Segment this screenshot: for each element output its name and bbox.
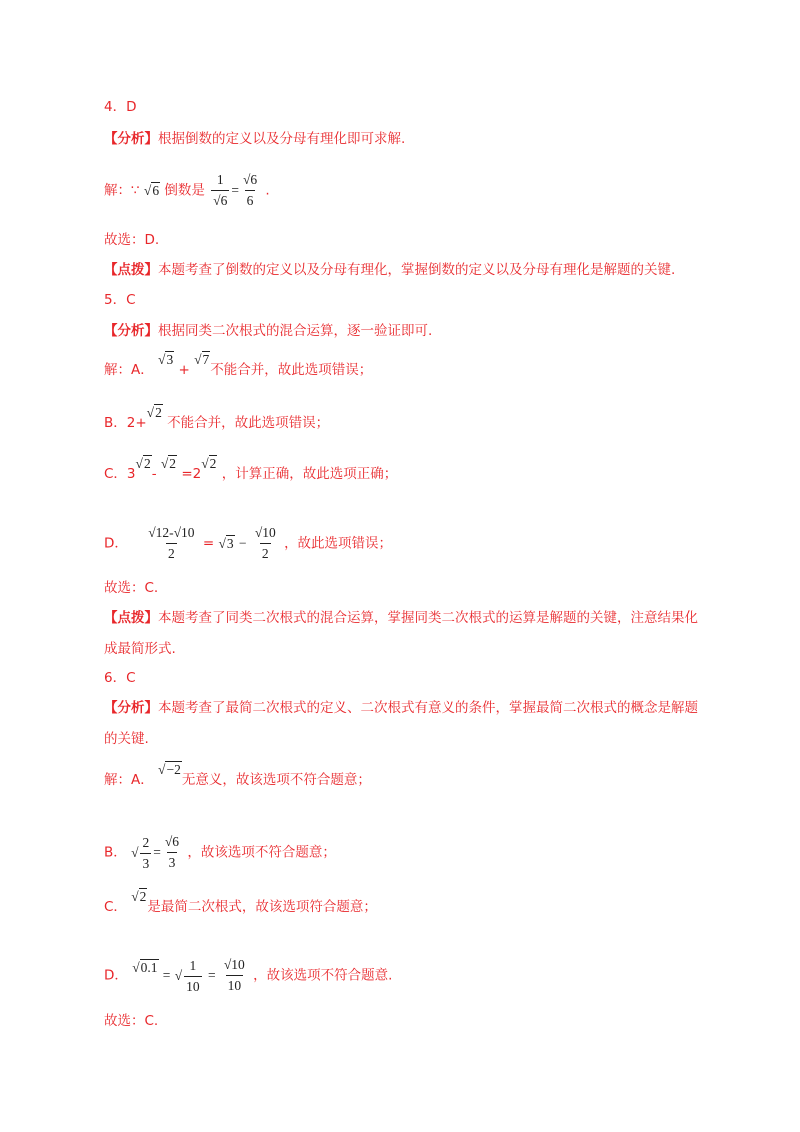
analysis-tag: 【分析】 [104,323,158,339]
q6-option-b [104,832,336,874]
tip-tag: 【点拨】 [104,262,158,278]
analysis-tag: 【分析】 [104,700,158,716]
analysis-text: 根据同类二次根式的混合运算，逐一验证即可. [158,323,433,339]
q6-option-c [104,889,377,917]
option-label: 解：A． [104,362,154,378]
q6-choose: 故选：C. [104,1013,159,1029]
q4-tip [104,260,675,280]
minus: - [151,466,157,482]
analysis-text: 本题考查了最简二次根式的定义、二次根式有意义的条件，掌握最简二次根式的概念是解题 [158,700,698,716]
sqrt-3: √3 [218,535,234,551]
fraction-1-sqrt6: $\frac{1}{√6}$ [211,170,229,211]
q6-option-d [104,955,392,997]
analysis-text: 根据倒数的定义以及分母有理化即可求解. [158,131,406,147]
equals-2: =2 [181,466,202,482]
fraction-sqrt10-10: $\frac{√10}{10}$ [222,955,247,996]
fraction-sqrt10-2: $\frac{√10}{2}$ [253,523,278,564]
fraction-sqrt6-6: $\frac{√6}{6}$ [241,170,259,211]
option-text: 无意义，故该选项不符合题意； [181,772,371,788]
sqrt-6: √6 [143,182,160,198]
equals: = [231,182,239,198]
option-label: C．3 [104,466,136,482]
tip-text: 本题考查了同类二次根式的混合运算，掌握同类二次根式的运算是解题的关键，注意结果化 [158,610,698,626]
q5-choose: 故选：C. [104,580,159,596]
q5-tip-line2: 成最简形式. [104,641,176,657]
q4-choose: 故选：D. [104,232,160,248]
sqrt-of-fraction: √ $\frac{2}{3}$ [131,845,153,860]
fraction-sqrt12-minus-sqrt10: $\frac{√12-√10}{2}$ [146,523,196,564]
fraction-sqrt6-3: $\frac{√6}{3}$ [163,832,181,873]
option-text: ，计算正确，故此选项正确； [221,466,398,482]
minus: − [238,535,247,551]
option-label: C． [104,899,127,915]
option-label: D． [104,967,128,984]
q4-solution [104,170,270,211]
equals: = [207,967,216,983]
option-label: B． [104,844,127,861]
sqrt-2: √2 [135,456,151,471]
option-text: 不能合并，故此选项错误； [167,415,330,431]
q6-analysis-line2: 的关键. [104,731,149,747]
q5-number: 5．C [104,292,136,308]
option-text: ，故该选项不符合题意； [187,844,336,861]
q5-option-a [104,352,373,380]
sqrt-of-fraction: √ $\frac{1}{10}$ [175,968,204,983]
daoshu-text: 倒数是 [164,182,205,199]
tip-text: 本题考查了倒数的定义以及分母有理化，掌握倒数的定义以及分母有理化是解题的关键. [158,262,676,278]
option-label: B．2+ [104,415,147,431]
sqrt-2: √2 [131,889,147,904]
sqrt-2: √2 [201,456,217,471]
equals: = [153,844,161,860]
q4-number: 4．D [104,99,137,115]
option-text: 是最简二次根式，故该选项符合题意； [147,899,377,915]
q6-number: 6．C [104,670,136,686]
q5-analysis [104,321,432,341]
q5-option-c [104,456,398,484]
equals: = [202,535,215,552]
tip-tag: 【点拨】 [104,610,158,626]
q6-analysis-line1 [104,698,698,718]
q5-option-d [104,523,392,564]
q4-analysis [104,129,405,149]
period: . [265,182,270,199]
q5-tip-line1 [104,608,698,628]
option-label: 解：A． [104,772,154,788]
sqrt-2: √2 [160,456,177,471]
sqrt-0-1: √0.1 [132,959,158,975]
option-label: D． [104,535,128,552]
sqrt-7: √7 [194,352,210,367]
option-text: 不能合并，故此选项错误； [210,362,373,378]
sqrt-neg2: √−2 [158,762,181,777]
q5-option-b [104,405,330,433]
option-text: ，故该选项不符合题意. [253,967,393,984]
analysis-tag: 【分析】 [104,131,158,147]
option-text: ，故此选项错误； [284,535,393,552]
sqrt-3: √3 [158,352,174,367]
equals: = [162,967,171,983]
solve-prefix: 解：∵ [104,182,140,199]
q6-option-a [104,762,371,790]
plus: + [178,362,190,378]
sqrt-2: √2 [146,405,162,420]
